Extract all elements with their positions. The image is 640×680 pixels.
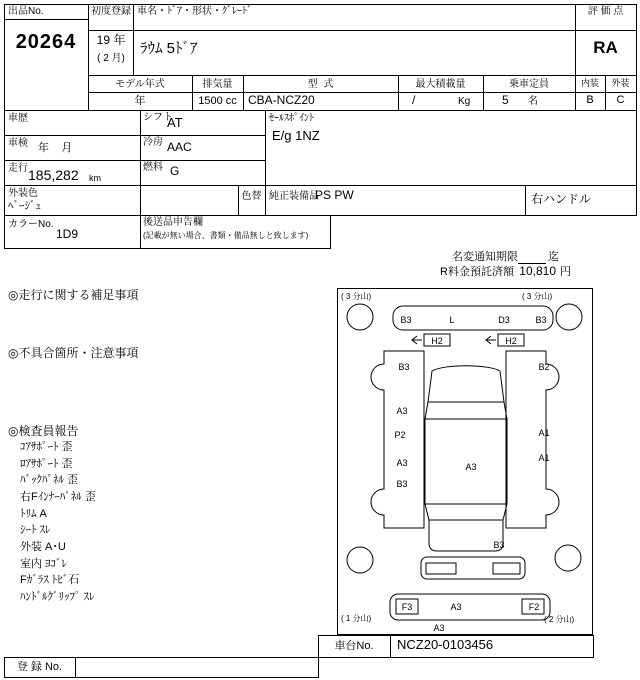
report-item: 右Fｲﾝﾅｰﾊﾟﾈﾙ 歪: [20, 491, 96, 503]
first-registration-label: 初度登録: [91, 6, 131, 17]
damage-code: D3: [498, 315, 510, 325]
model-year-value: 年: [134, 95, 146, 107]
steering-position: 右ハンドル: [531, 192, 592, 206]
tire-rear-right-icon: [555, 545, 581, 571]
grid-line: [593, 635, 594, 658]
max-load-value: /: [412, 93, 416, 107]
registration-no-label: 登 録 No.: [16, 661, 63, 673]
fuel-label: 燃料: [143, 162, 163, 173]
car-diagram-svg: [338, 289, 592, 634]
grid-line: [133, 4, 134, 76]
report-item: ｼｰﾄ ｽﾚ: [20, 524, 51, 536]
displacement-label: 排気量: [202, 79, 233, 90]
grid-line: [265, 110, 266, 216]
repaint-label: 色替: [241, 191, 262, 202]
grid-line: [636, 4, 637, 216]
grid-line: [88, 92, 636, 93]
damage-code: B2: [538, 362, 550, 372]
color-no-label: カラーNo.: [8, 219, 54, 230]
score-label: 評 価 点: [587, 6, 624, 17]
sales-point-value: E/g 1NZ: [272, 128, 320, 143]
report-item: 室内 ﾖｺﾞﾚ: [20, 558, 68, 570]
ac-label: 冷房: [143, 137, 163, 148]
grid-line: [4, 677, 319, 678]
chassis-no-label: 車台No.: [334, 640, 374, 652]
taillight-right-shape: [493, 563, 520, 574]
recycle-fee-unit: 円: [560, 266, 571, 278]
taillight-left-shape: [426, 563, 456, 574]
interior-score: B: [586, 94, 594, 106]
rear-window-shape: [425, 504, 507, 520]
exterior-score: C: [616, 94, 625, 106]
rear-view-shape: [390, 594, 550, 620]
first-registration-year: 19 年: [96, 33, 126, 47]
grid-line: [390, 635, 391, 658]
mileage-value: 185,282: [28, 167, 79, 183]
right-side-shape: [506, 351, 559, 528]
tire-tread-label: ( 2 分山): [544, 615, 575, 624]
tire-rear-left-icon: [347, 547, 373, 573]
max-load-label: 最大積載量: [415, 79, 466, 90]
model-year-label: モデル年式: [115, 79, 165, 90]
history-label: 車歴: [8, 113, 28, 124]
chassis-no-value: NCZ20-0103456: [397, 637, 494, 652]
car-damage-diagram: [337, 288, 593, 635]
damage-code: A3: [450, 602, 462, 612]
arrow-left-icon: [486, 336, 496, 344]
damage-code: B3: [535, 315, 547, 325]
damage-code: L: [449, 315, 455, 325]
grid-line: [4, 110, 636, 111]
report-item: ﾄﾘﾑ A: [20, 508, 47, 520]
damage-code: P2: [394, 430, 406, 440]
equipment-value: PS PW: [315, 188, 354, 202]
mileage-label: 走行: [8, 163, 28, 174]
damage-code: A1: [538, 453, 550, 463]
shift-value: AT: [167, 115, 183, 130]
grid-line: [140, 110, 141, 249]
car-name-value: ﾗｳﾑ 5ﾄﾞｱ: [140, 40, 198, 57]
trunk-shape: [429, 520, 503, 551]
inspection-label: 車検: [8, 138, 28, 149]
grid-line: [525, 185, 526, 216]
sales-point-label: ｾｰﾙｽﾎﾟｲﾝﾄ: [269, 113, 314, 124]
report-item: ﾊﾞｯｸﾊﾟﾈﾙ 歪: [20, 474, 79, 486]
body-color-value: ﾍﾞｰｼﾞｭ: [8, 200, 41, 212]
mileage-note-title: ◎走行に関する補足事項: [8, 288, 139, 302]
grid-line: [318, 635, 594, 636]
score-value: RA: [593, 38, 618, 57]
shift-label: シフト: [143, 112, 173, 123]
damage-code: A3: [465, 462, 477, 472]
damage-code: H2: [431, 336, 443, 346]
arrow-left-icon: [412, 336, 422, 344]
first-registration-month: ( 2 月): [97, 53, 125, 64]
damage-code: F3: [401, 602, 413, 612]
capacity-unit: 名: [528, 96, 538, 107]
body-color-label: 外装色: [8, 188, 38, 199]
capacity-label: 乗車定員: [509, 79, 549, 90]
hood-shape: [428, 366, 504, 402]
defect-title: ◎不具合箇所・注意事項: [8, 346, 139, 360]
ac-value: AAC: [167, 140, 192, 154]
name-change-deadline-label: 名変通知期限: [452, 251, 518, 263]
report-item: ﾛｱｻﾎﾟｰﾄ 歪: [20, 458, 73, 470]
front-bumper-shape: [393, 306, 553, 330]
grid-line: [75, 657, 76, 678]
grid-line: [330, 215, 331, 249]
displacement-value: 1500 cc: [198, 95, 237, 107]
damage-code: A3: [433, 623, 445, 633]
recycle-fee-label: R料金預託済額: [440, 266, 514, 278]
model-code-label: 型 式: [307, 79, 334, 90]
capacity-value: 5: [502, 93, 509, 107]
tire-front-right-icon: [556, 304, 582, 330]
later-items-label: 後送品申告欄: [143, 217, 203, 228]
damage-code: B3: [400, 315, 412, 325]
grid-line: [88, 75, 636, 76]
report-item: 外装 A･U: [20, 541, 66, 553]
later-items-note: (記載が無い場合、書類・備品無しと致します): [143, 231, 309, 240]
grid-line: [4, 160, 266, 161]
car-name-label: 車名・ﾄﾞｱ・形状・ｸﾞﾚｰﾄﾞ: [137, 6, 252, 17]
damage-code: A3: [396, 458, 408, 468]
damage-code: A1: [538, 428, 550, 438]
grid-line: [4, 185, 636, 186]
equipment-label: 純正装備品: [269, 191, 319, 202]
max-load-unit: Kg: [458, 96, 471, 107]
lot-no-value: 20264: [15, 31, 77, 53]
damage-code: B3: [493, 540, 505, 550]
report-item: ﾊﾝﾄﾞﾙｸﾞﾘｯﾌﾟ ｽﾚ: [20, 591, 95, 603]
damage-code: B3: [398, 362, 410, 372]
tire-tread-label: ( 3 分山): [341, 292, 372, 301]
mileage-unit: km: [89, 173, 101, 183]
grid-line: [4, 248, 331, 249]
exterior-label: 外装: [611, 78, 630, 88]
fuel-value: G: [170, 164, 180, 178]
grid-line: [88, 30, 636, 31]
damage-code: B3: [396, 479, 408, 489]
grid-line: [4, 19, 89, 20]
damage-code: H2: [505, 336, 517, 346]
inspector-report-title: ◎検査員報告: [8, 424, 79, 438]
grid-line: [4, 4, 636, 5]
grid-line: [4, 135, 266, 136]
name-change-deadline-suffix: 迄: [548, 251, 559, 263]
recycle-fee-amount: 10,810: [519, 264, 556, 278]
damage-code: A3: [396, 406, 408, 416]
damage-codes: [394, 315, 549, 633]
tire-tread-label: ( 1 分山): [341, 614, 372, 623]
color-no-value: 1D9: [56, 227, 79, 241]
model-code-value: CBA-NCZ20: [248, 93, 315, 107]
tire-front-left-icon: [347, 304, 373, 330]
inspection-value: 年 月: [38, 142, 73, 154]
grid-line: [4, 215, 636, 216]
windshield-shape: [425, 402, 507, 419]
rear-bumper-top-shape: [421, 557, 525, 579]
grid-line: [4, 657, 594, 658]
report-item: Fｶﾞﾗｽ ﾄﾋﾞ石: [20, 574, 80, 586]
report-item: ｺｱｻﾎﾟｰﾄ 歪: [20, 441, 73, 453]
lot-no-label: 出品No.: [8, 6, 44, 17]
tire-tread-label: ( 3 分山): [522, 292, 553, 301]
interior-label: 内装: [580, 78, 599, 88]
damage-code: F2: [528, 602, 540, 612]
